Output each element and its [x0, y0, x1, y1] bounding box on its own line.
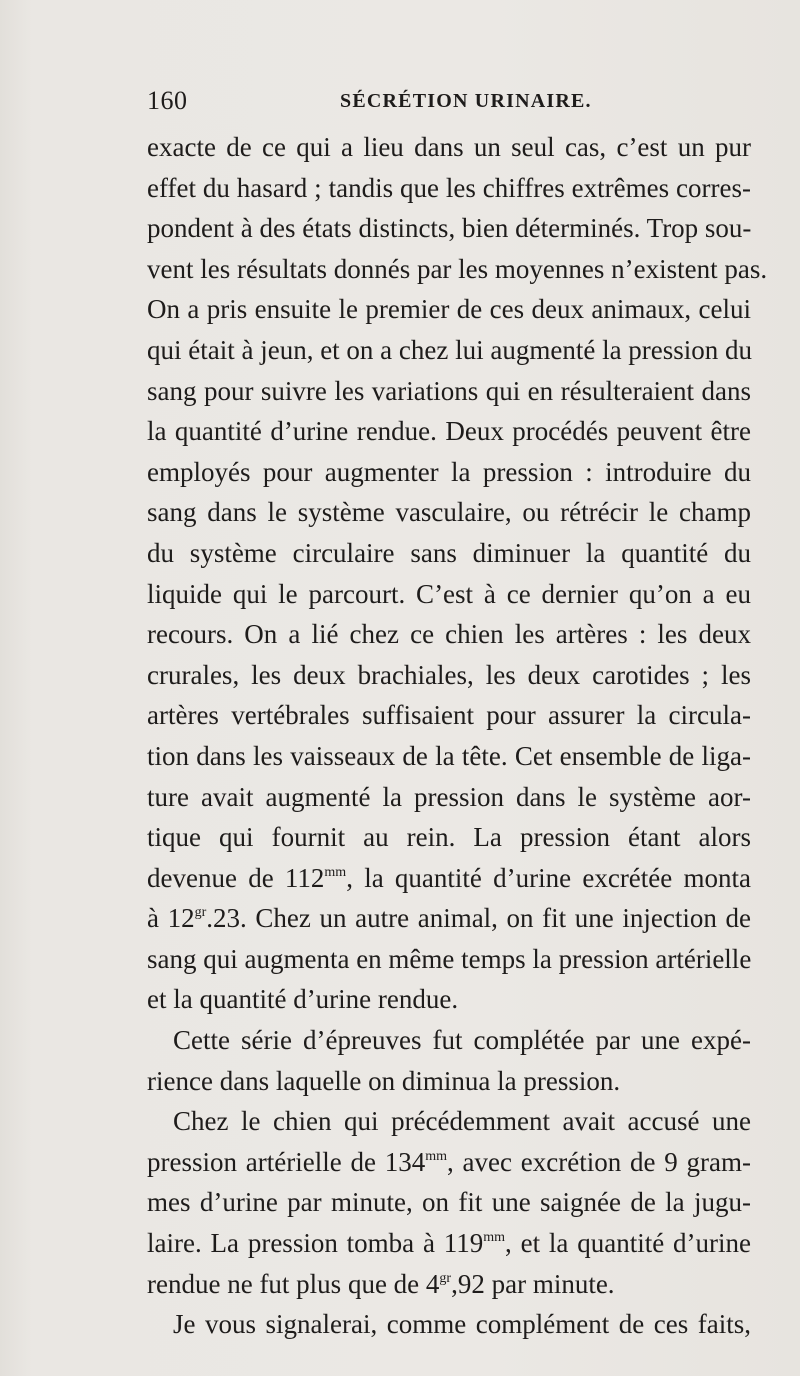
superscript-unit: mm — [425, 1148, 448, 1164]
text-segment: , avec excrétion de 9 gram- — [447, 1146, 751, 1177]
superscript-unit: mm — [483, 1230, 506, 1246]
text-line: la quantité d’urine rendue. Deux procédés peuvent être — [147, 416, 751, 447]
text-line — [147, 858, 751, 899]
text-line: qui était à jeun, et on a chez lui augmenté la pression du — [147, 334, 753, 365]
text-line: Je vous signalerai, comme complément de ces faits, — [173, 1309, 751, 1340]
text-line: exacte de ce qui a lieu dans un seul cas, c’est un pur — [147, 132, 751, 162]
text-line: liquide qui le parcourt. C’est à ce dernier qu’on a eu — [147, 578, 751, 609]
text-line — [147, 1264, 751, 1305]
text-segment: , et la quantité d’urine — [505, 1228, 751, 1259]
text-segment: à 12 — [147, 903, 195, 934]
text-segment: .23. Chez un autre animal, on fit une injection de — [206, 903, 751, 934]
page-number: 160 — [147, 86, 188, 115]
text-line: et la quantité d’urine rendue. — [147, 984, 459, 1015]
text-segment: devenue de 112 — [147, 862, 325, 893]
text-line: sang pour suivre les variations qui en résulteraient dans — [147, 375, 751, 406]
text-line: vent les résultats donnés par les moyennes n’existent pas. — [147, 253, 768, 284]
text-line — [147, 898, 751, 939]
text-segment: pression artérielle de 134 — [147, 1146, 426, 1177]
text-segment: rendue ne fut plus que de 4 — [147, 1268, 440, 1299]
text-line: ture avait augmenté la pression dans le système aor- — [147, 781, 751, 812]
text-line: rience dans laquelle on diminua la pression. — [147, 1065, 621, 1096]
text-line: mes d’urine par minute, on fit une saignée de la jugu- — [147, 1187, 751, 1218]
text-line: artères vertébrales suffisaient pour assurer la circula- — [147, 700, 751, 731]
running-head: SÉCRÉTION URINAIRE. — [340, 90, 592, 112]
text-line: tique qui fournit au rein. La pression étant alors — [147, 822, 751, 853]
text-line: Cette série d’épreuves fut complétée par une expé- — [173, 1025, 751, 1056]
text-segment: ,92 par minute. — [451, 1268, 615, 1299]
text-line: employés pour augmenter la pression : introduire du — [147, 456, 751, 487]
body-text — [147, 127, 768, 1345]
page-header — [147, 86, 747, 116]
text-line — [147, 1223, 751, 1264]
superscript-unit: gr — [439, 1270, 452, 1286]
text-line: sang dans le système vasculaire, ou rétrécir le champ — [147, 497, 751, 528]
text-line: Chez le chien qui précédemment avait accusé une — [173, 1106, 751, 1137]
superscript-unit: mm — [324, 864, 347, 880]
text-line — [147, 1142, 751, 1183]
text-segment: laire. La pression tomba à 119 — [147, 1228, 484, 1259]
text-line: crurales, les deux brachiales, les deux carotides ; les — [147, 659, 751, 690]
text-line: effet du hasard ; tandis que les chiffres extrêmes corres- — [147, 172, 751, 203]
superscript-unit: gr — [194, 905, 207, 921]
text-line: sang qui augmenta en même temps la pression artérielle — [147, 943, 752, 974]
text-line: pondent à des états distincts, bien déterminés. Trop sou- — [147, 213, 752, 244]
text-line: On a pris ensuite le premier de ces deux animaux, celui — [147, 294, 751, 325]
text-line: tion dans les vaisseaux de la tête. Cet ensemble de liga- — [147, 740, 751, 771]
text-line: du système circulaire sans diminuer la quantité du — [147, 537, 751, 568]
text-line: recours. On a lié chez ce chien les artères : les deux — [147, 619, 751, 650]
text-segment: , la quantité d’urine excrétée monta — [346, 862, 751, 893]
